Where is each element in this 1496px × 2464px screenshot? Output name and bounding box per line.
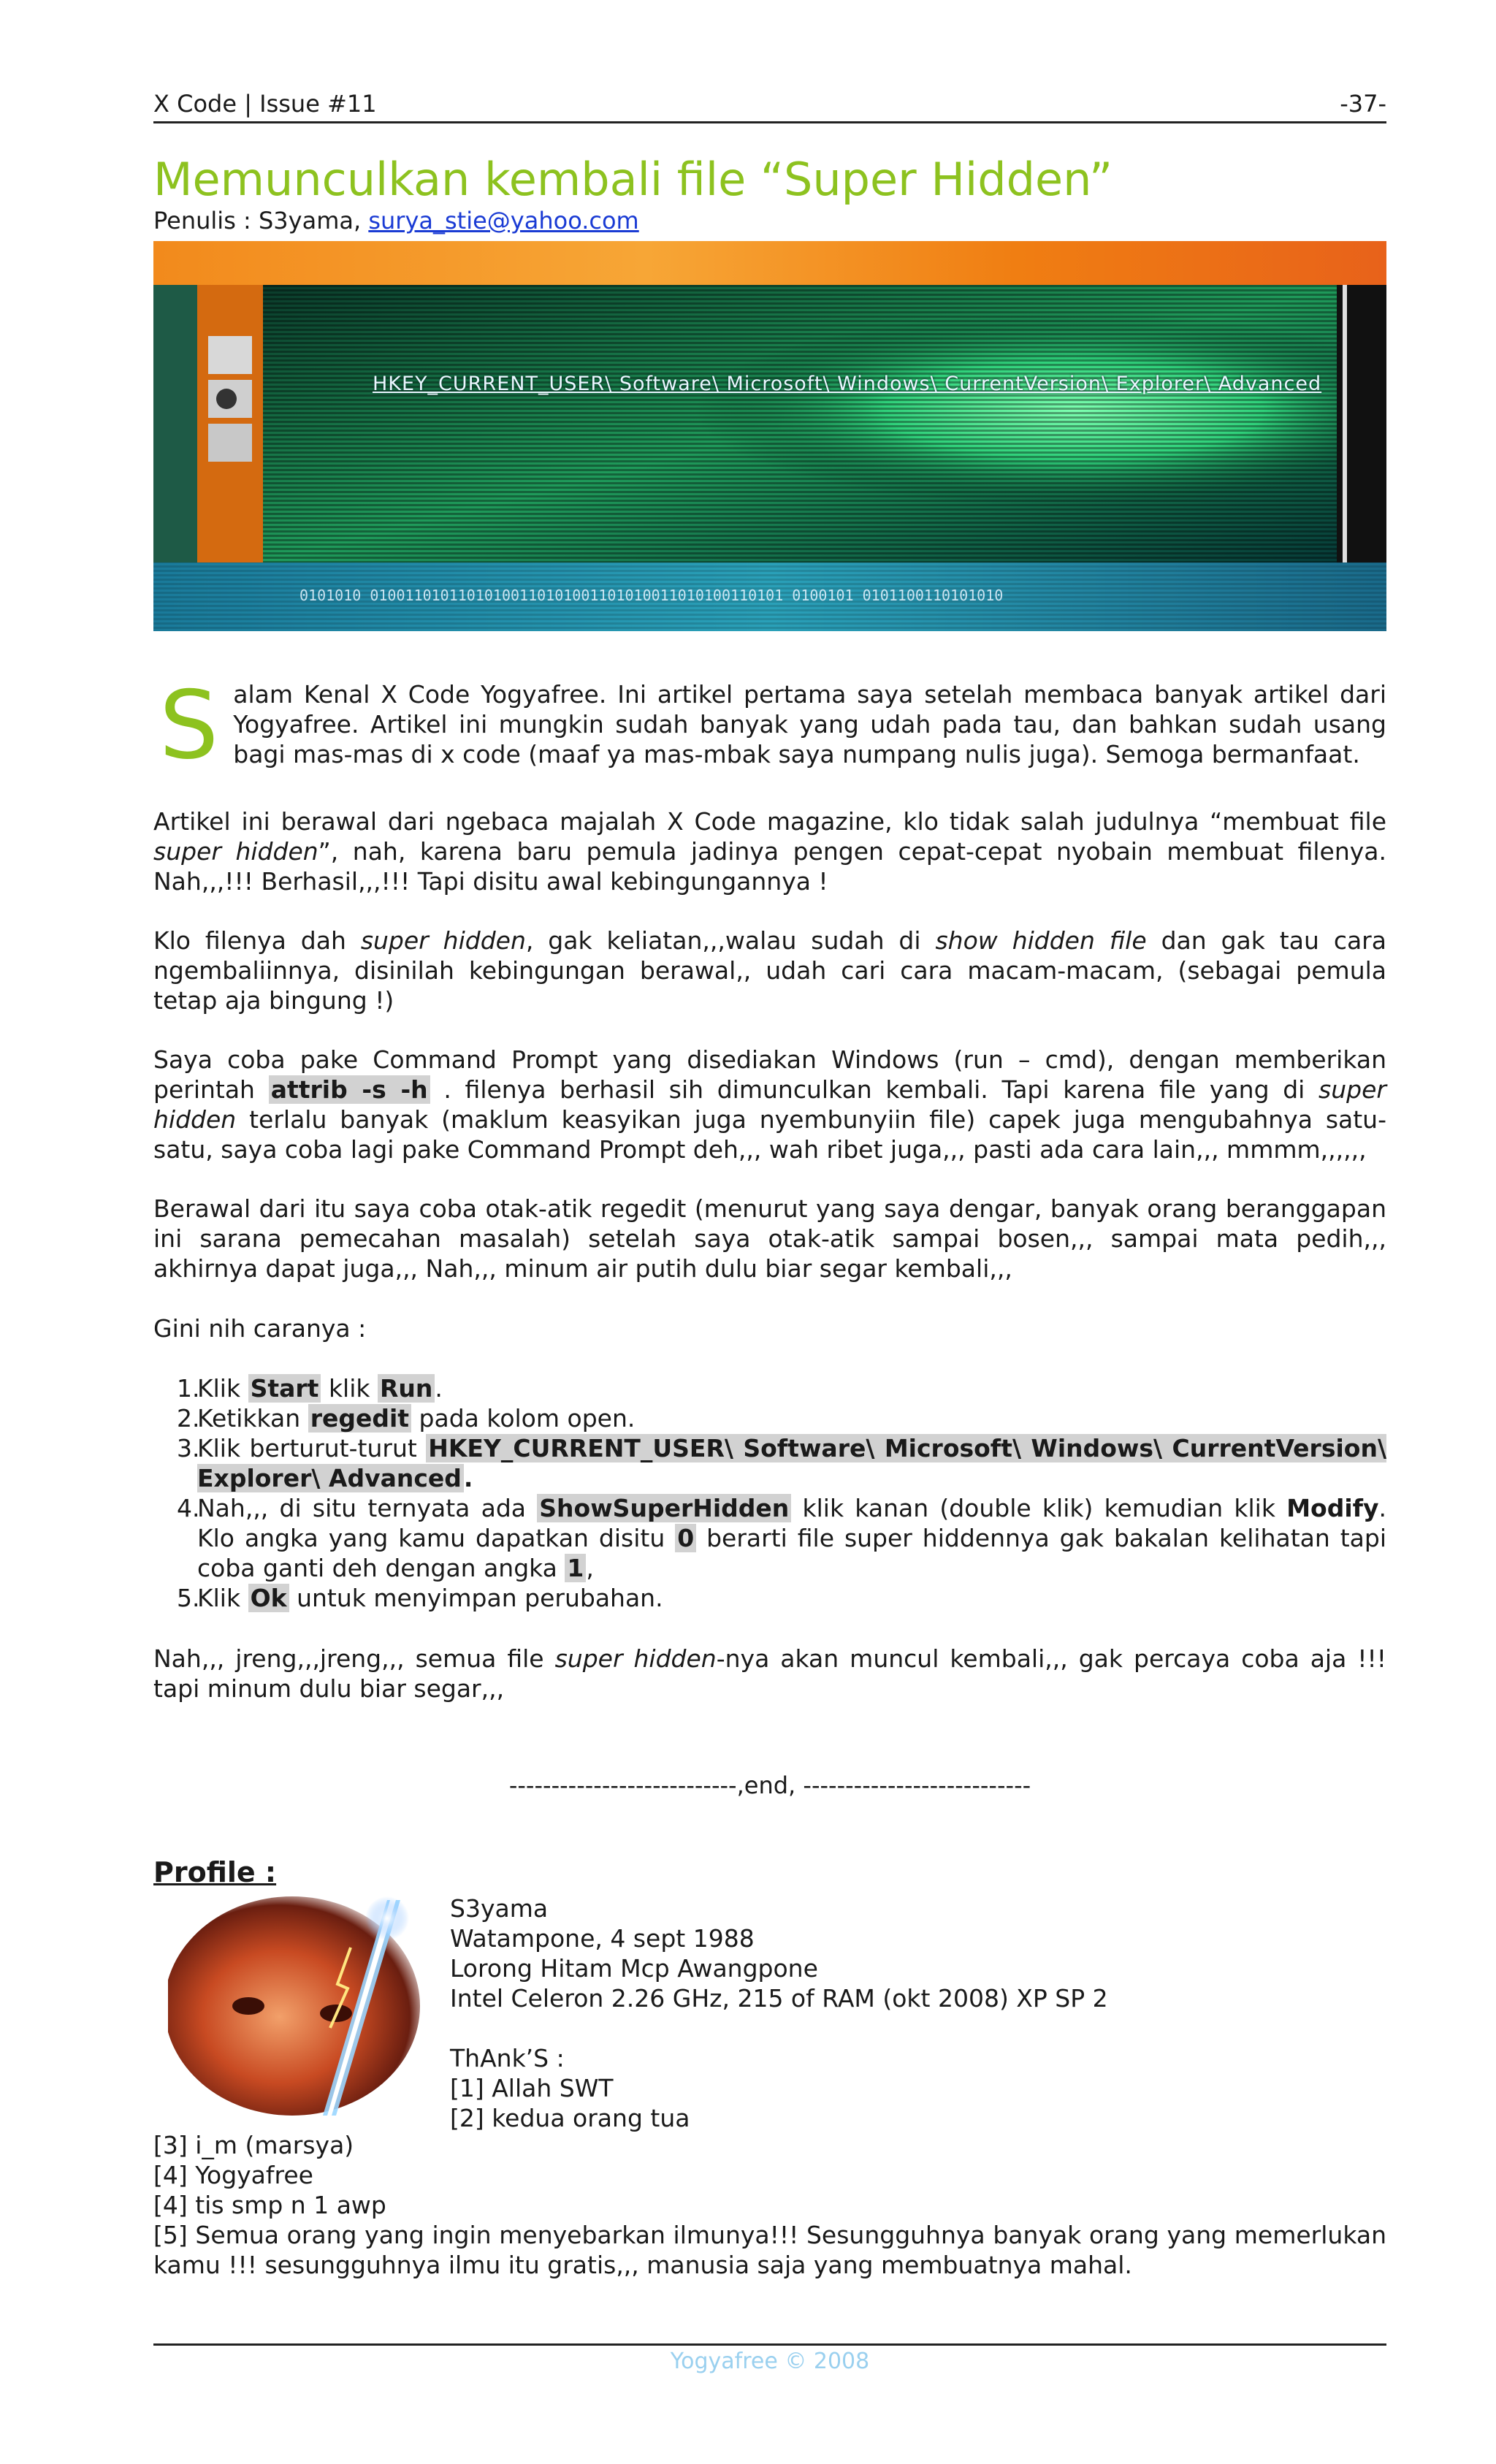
list-item <box>153 1583 1386 1613</box>
profile-birth: Watampone, 4 sept 1988 <box>450 1924 755 1953</box>
emphasis: super hidden <box>153 837 318 866</box>
thanks-list-continued <box>153 2130 1386 2280</box>
text: . Klo angka yang kamu dapatkan disitu <box>197 1494 1386 1552</box>
step-number: 4. <box>177 1494 200 1522</box>
registry-path-label: HKEY_CURRENT_USER\ Software\ Microsoft\ Windows\ CurrentVersion\ Explorer\ Advanced <box>373 373 1322 395</box>
paragraph-intro <box>153 671 1386 780</box>
text: -nya akan muncul kembali,,, gak percaya coba aja !!! tapi minum dulu biar segar,,, <box>153 1644 1386 1703</box>
paragraph-regedit <box>153 1194 1386 1284</box>
emphasis: show hidden file <box>935 926 1147 955</box>
banner-graphic <box>153 241 1386 631</box>
magazine-issue: X Code | Issue #11 <box>153 90 377 118</box>
profile-details <box>450 1893 1108 2133</box>
text: Saya coba pake Command Prompt yang disediakan Windows (run – cmd), dengan memberikan perintah <box>153 1045 1386 1104</box>
paragraph-cmd <box>153 1045 1386 1164</box>
text: Klik <box>197 1374 248 1403</box>
profile-computer: Intel Celeron 2.26 GHz, 215 of RAM (okt 2008) XP SP 2 <box>450 1984 1108 2013</box>
keyword-highlight: HKEY_CURRENT_USER\ Software\ Microsoft\ Windows\ CurrentVersion\ Explorer\ Advanced <box>197 1434 1387 1492</box>
keyword-highlight: 1 <box>565 1554 586 1582</box>
profile-name: S3yama <box>450 1894 549 1923</box>
list-item <box>153 1493 1386 1583</box>
text: Klik <box>197 1584 248 1612</box>
article-title: Memunculkan kembali file “Super Hidden” <box>153 153 1113 206</box>
thanks-item: [1] Allah SWT <box>450 2074 614 2102</box>
text: . <box>463 1464 473 1492</box>
text: terlalu banyak (maklum keasyikan juga nyembunyiin file) capek juga mengubahnya satu-satu, saya coba lagi pake Command Prompt deh,,, wah ribet juga,,, pasti ada cara lain,,, mmmm,,,,,, <box>153 1105 1386 1164</box>
profile-image <box>168 1896 430 2116</box>
page-number: -37- <box>1340 90 1386 118</box>
text: Gini nih caranya : <box>153 1314 367 1343</box>
profile-heading: Profile : <box>153 1856 277 1888</box>
step-number: 2. <box>177 1404 200 1433</box>
step-number: 3. <box>177 1434 200 1462</box>
text: untuk menyimpan perubahan. <box>289 1584 663 1612</box>
emphasis: super hidden <box>554 1644 717 1673</box>
text: berarti file super hiddennya gak bakalan kelihatan tapi coba ganti deh dengan angka <box>197 1524 1387 1582</box>
keyword-highlight: Start <box>248 1374 321 1403</box>
steps-list <box>153 1373 1386 1613</box>
binary-text: 0101010 01001101011010100110101001101010011010100110101 0100101 0101100110101010 <box>299 587 1004 604</box>
text: Nah,,, jreng,,,jreng,,, semua file <box>153 1644 555 1673</box>
thanks-item: [4] Yogyafree <box>153 2161 313 2189</box>
text: Nah,,, di situ ternyata ada <box>197 1494 538 1522</box>
text: Artikel ini berawal dari ngebaca majalah X Code magazine, klo tidak salah judulnya “membuat file <box>153 807 1386 836</box>
text: dan gak tau cara ngembaliinnya, disinilah kebingungan berawal,, udah cari cara macam-macam, (sebagai pemula tetap aja bingung !) <box>153 926 1386 1015</box>
text: klik kanan (double klik) kemudian klik <box>791 1494 1287 1522</box>
intro-text: alam Kenal X Code Yogyafree. Ini artikel pertama saya setelah membaca banyak artikel dari Yogyafree. Artikel ini mungkin sudah banyak yang udah pada tau, dan bahkan sudah usang bagi mas-mas di x code (maaf ya mas-mbak saya numpang nulis juga). Semoga bermanfaat. <box>233 680 1386 768</box>
paragraph-conclusion <box>153 1644 1386 1704</box>
emphasis: super hidden <box>360 926 526 955</box>
step-number: 1. <box>177 1374 200 1403</box>
text: , <box>586 1554 594 1582</box>
paragraph-problem <box>153 926 1386 1015</box>
text: Klo filenya dah <box>153 926 361 955</box>
header-banner-image <box>153 241 1386 631</box>
list-item <box>153 1373 1386 1403</box>
page-footer: Yogyafree © 2008 <box>153 2343 1386 2378</box>
spacer <box>450 2013 1108 2043</box>
author-line <box>153 205 639 237</box>
paragraph-background <box>153 806 1386 896</box>
thanks-item: [5] Semua orang yang ingin menyebarkan ilmunya!!! Sesungguhnya banyak orang yang memerlukan kamu !!! sesungguhnya ilmu itu gratis,,, manusia saja yang membuatnya mahal. <box>153 2221 1386 2279</box>
text: klik <box>321 1374 378 1403</box>
end-separator: ---------------------------,end, --------------------------- <box>508 1771 1031 1799</box>
thanks-title: ThAnk’S : <box>450 2044 565 2072</box>
text: . <box>435 1374 443 1403</box>
thanks-item: [4] tis smp n 1 awp <box>153 2191 386 2219</box>
text: Klik berturut-turut <box>197 1434 427 1462</box>
keyword-bold: Modify <box>1286 1494 1379 1522</box>
profile-photo <box>168 1896 430 2116</box>
paragraph-howto <box>153 1313 1386 1343</box>
page-header <box>153 86 1386 123</box>
emphasis: super hidden <box>153 1075 1386 1134</box>
keyword-highlight: ShowSuperHidden <box>537 1494 791 1522</box>
author-prefix: Penulis : S3yama, <box>153 207 369 234</box>
keyword-highlight: 0 <box>675 1524 696 1552</box>
profile-address: Lorong Hitam Mcp Awangpone <box>450 1954 818 1983</box>
author-email-link[interactable]: surya_stie@yahoo.com <box>368 207 639 234</box>
text: Ketikkan <box>197 1404 308 1433</box>
text: pada kolom open. <box>411 1404 636 1433</box>
thanks-item: [3] i_m (marsya) <box>153 2131 354 2159</box>
text: , gak keliatan,,,walau sudah di <box>525 926 936 955</box>
list-item <box>153 1403 1386 1433</box>
keyword-highlight: Run <box>378 1374 435 1403</box>
list-item <box>153 1433 1386 1493</box>
text: Berawal dari itu saya coba otak-atik regedit (menurut yang saya dengar, banyak orang beranggapan ini sarana pemecahan masalah) setelah saya otak-atik sampai bosen,,, sampai mata pedih,,, akhirnya dapat juga,,, Nah,,, minum air putih dulu biar segar kembali,,, <box>153 1194 1386 1283</box>
thanks-item: [2] kedua orang tua <box>450 2104 690 2132</box>
keyword-highlight: regedit <box>308 1404 411 1433</box>
text: ”, nah, karena baru pemula jadinya pengen cepat-cepat nyobain membuat filenya. Nah,,,!!! Berhasil,,,!!! Tapi disitu awal kebingungannya ! <box>153 837 1386 896</box>
keyword-highlight: Ok <box>248 1584 289 1612</box>
text: . filenya berhasil sih dimunculkan kembali. Tapi karena file yang di <box>430 1075 1319 1104</box>
drop-cap: S <box>159 671 219 780</box>
command-highlight: attrib -s -h <box>269 1075 430 1104</box>
step-number: 5. <box>177 1584 200 1612</box>
